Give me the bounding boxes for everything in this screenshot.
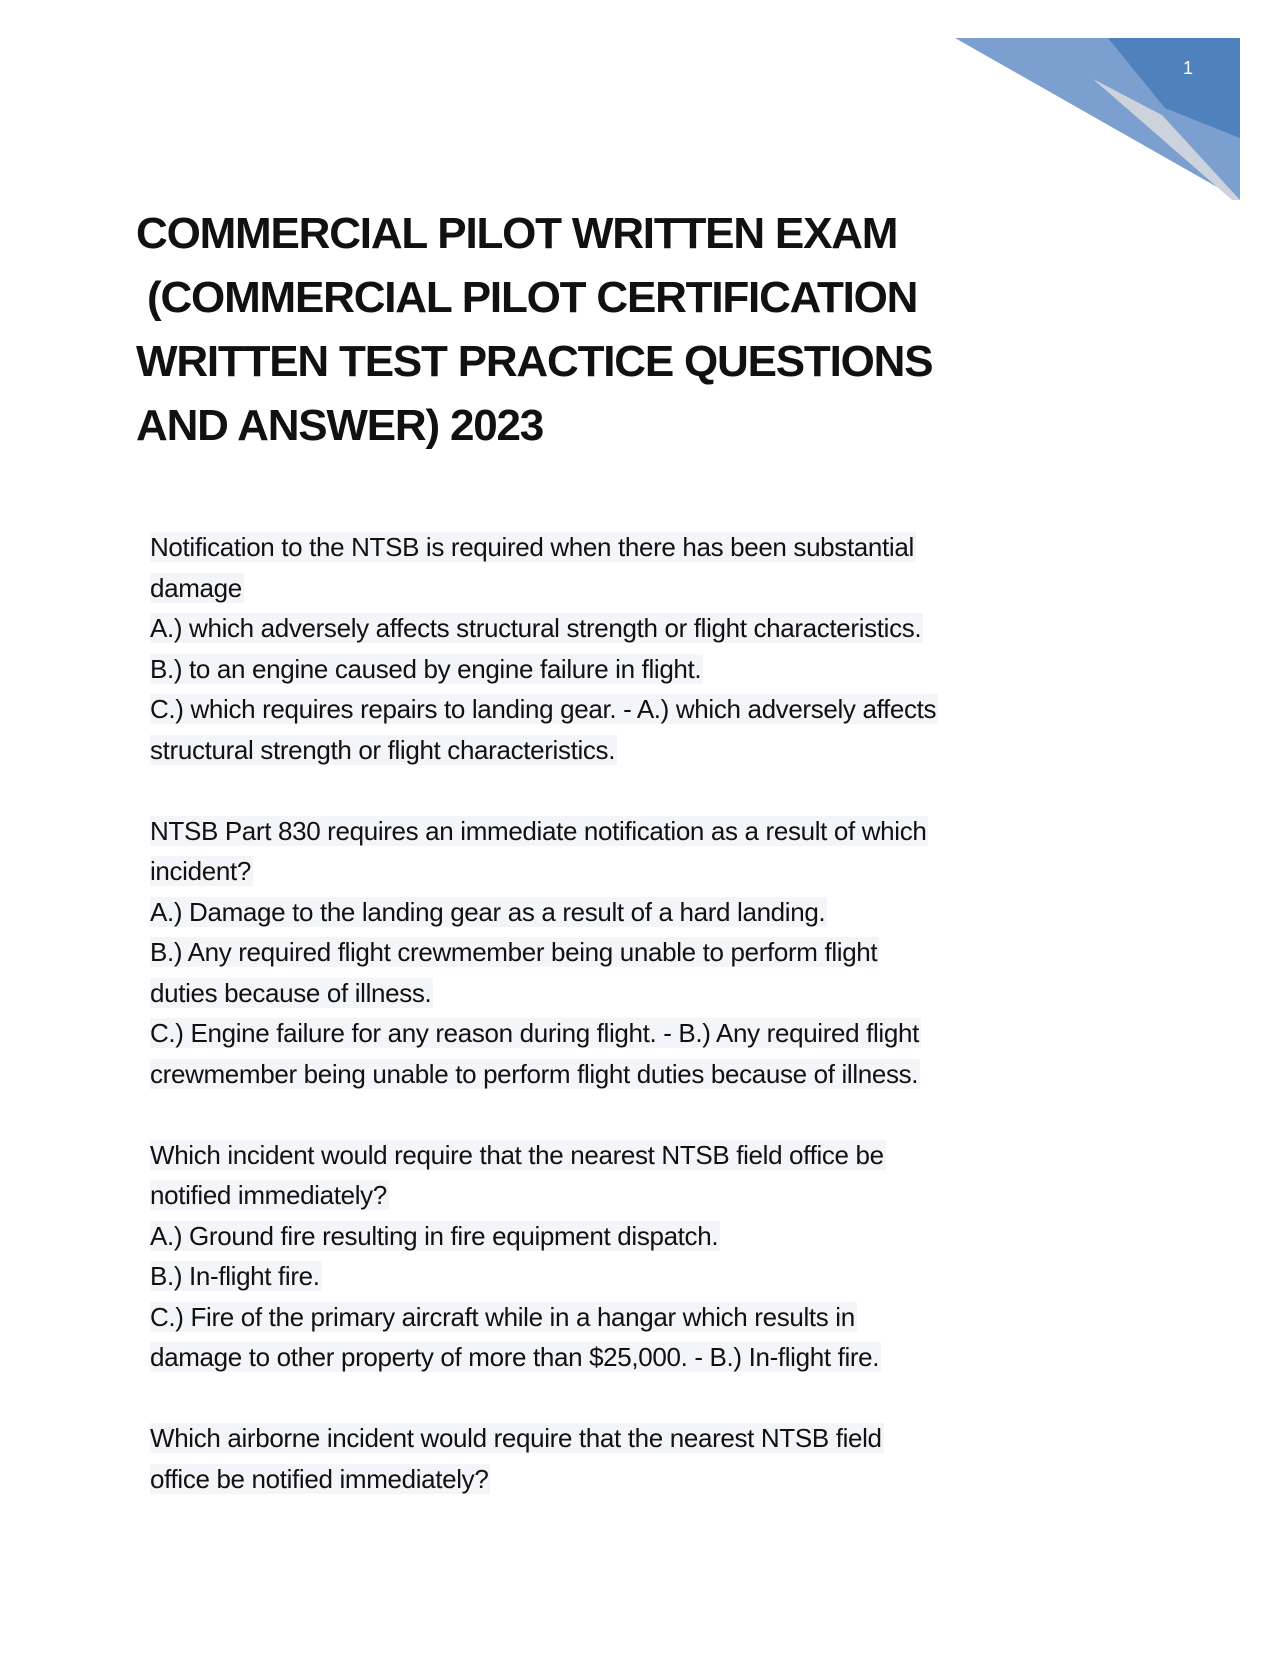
question-line-text: C.) Fire of the primary aircraft while in a hangar which results in bbox=[150, 1301, 855, 1332]
question-line bbox=[150, 1418, 938, 1459]
question-line bbox=[150, 1135, 938, 1176]
question-line bbox=[150, 730, 938, 771]
question-line-text: incident? bbox=[150, 856, 251, 886]
question-line-text: Which airborne incident would require that the nearest NTSB field bbox=[150, 1423, 882, 1453]
title-line: WRITTEN TEST PRACTICE QUESTIONS bbox=[136, 337, 933, 386]
question-line-text: crewmember being unable to perform flight duties because of illness. bbox=[150, 1058, 919, 1089]
question-line bbox=[150, 932, 938, 973]
question-line bbox=[150, 527, 938, 568]
question-line-text: B.) to an engine caused by engine failure in flight. bbox=[150, 653, 702, 684]
question-line-text: notified immediately? bbox=[150, 1180, 387, 1210]
question-line bbox=[150, 568, 938, 609]
question-block bbox=[150, 811, 938, 1095]
question-line bbox=[150, 1216, 938, 1257]
title-line: (COMMERCIAL PILOT CERTIFICATION bbox=[136, 273, 918, 322]
question-line-text: damage to other property of more than $25,000. - B.) In-flight fire. bbox=[150, 1342, 880, 1372]
question-line bbox=[150, 851, 938, 892]
question-line-text: duties because of illness. bbox=[150, 977, 432, 1008]
question-line bbox=[150, 1175, 938, 1216]
title-line: COMMERCIAL PILOT WRITTEN EXAM bbox=[136, 209, 898, 258]
question-line-text: damage bbox=[150, 572, 242, 603]
question-line bbox=[150, 1013, 938, 1054]
question-line bbox=[150, 608, 938, 649]
question-block bbox=[150, 527, 938, 770]
question-line-text: office be notified immediately? bbox=[150, 1463, 489, 1494]
question-block bbox=[150, 1418, 938, 1499]
question-line bbox=[150, 1297, 938, 1338]
question-line bbox=[150, 1337, 938, 1378]
question-line bbox=[150, 649, 938, 690]
question-line-text: C.) which requires repairs to landing gear. - A.) which adversely affects bbox=[150, 694, 937, 724]
questions-list bbox=[150, 527, 938, 1540]
corner-decoration bbox=[0, 0, 1280, 220]
question-line-text: A.) Ground fire resulting in fire equipment dispatch. bbox=[150, 1220, 719, 1251]
question-line bbox=[150, 973, 938, 1014]
question-line-text: A.) which adversely affects structural strength or flight characteristics. bbox=[150, 613, 922, 643]
question-line bbox=[150, 1054, 938, 1095]
question-line-text: B.) In-flight fire. bbox=[150, 1261, 320, 1291]
question-line-text: Notification to the NTSB is required when there has been substantial bbox=[150, 532, 914, 562]
question-line bbox=[150, 1459, 938, 1500]
question-line-text: B.) Any required flight crewmember being unable to perform flight bbox=[150, 937, 878, 967]
question-line-text: Which incident would require that the nearest NTSB field office be bbox=[150, 1139, 884, 1170]
question-line bbox=[150, 1256, 938, 1297]
page-number: 1 bbox=[1183, 58, 1194, 78]
question-line-text: C.) Engine failure for any reason during flight. - B.) Any required flight bbox=[150, 1018, 919, 1048]
question-line-text: NTSB Part 830 requires an immediate notification as a result of which bbox=[150, 815, 927, 846]
question-line-text: structural strength or flight characteristics. bbox=[150, 734, 616, 765]
question-line-text: A.) Damage to the landing gear as a result of a hard landing. bbox=[150, 896, 826, 927]
question-line bbox=[150, 811, 938, 852]
question-line bbox=[150, 892, 938, 933]
question-line bbox=[150, 689, 938, 730]
document-title bbox=[136, 202, 932, 458]
title-line: AND ANSWER) 2023 bbox=[136, 401, 544, 450]
question-block bbox=[150, 1135, 938, 1378]
